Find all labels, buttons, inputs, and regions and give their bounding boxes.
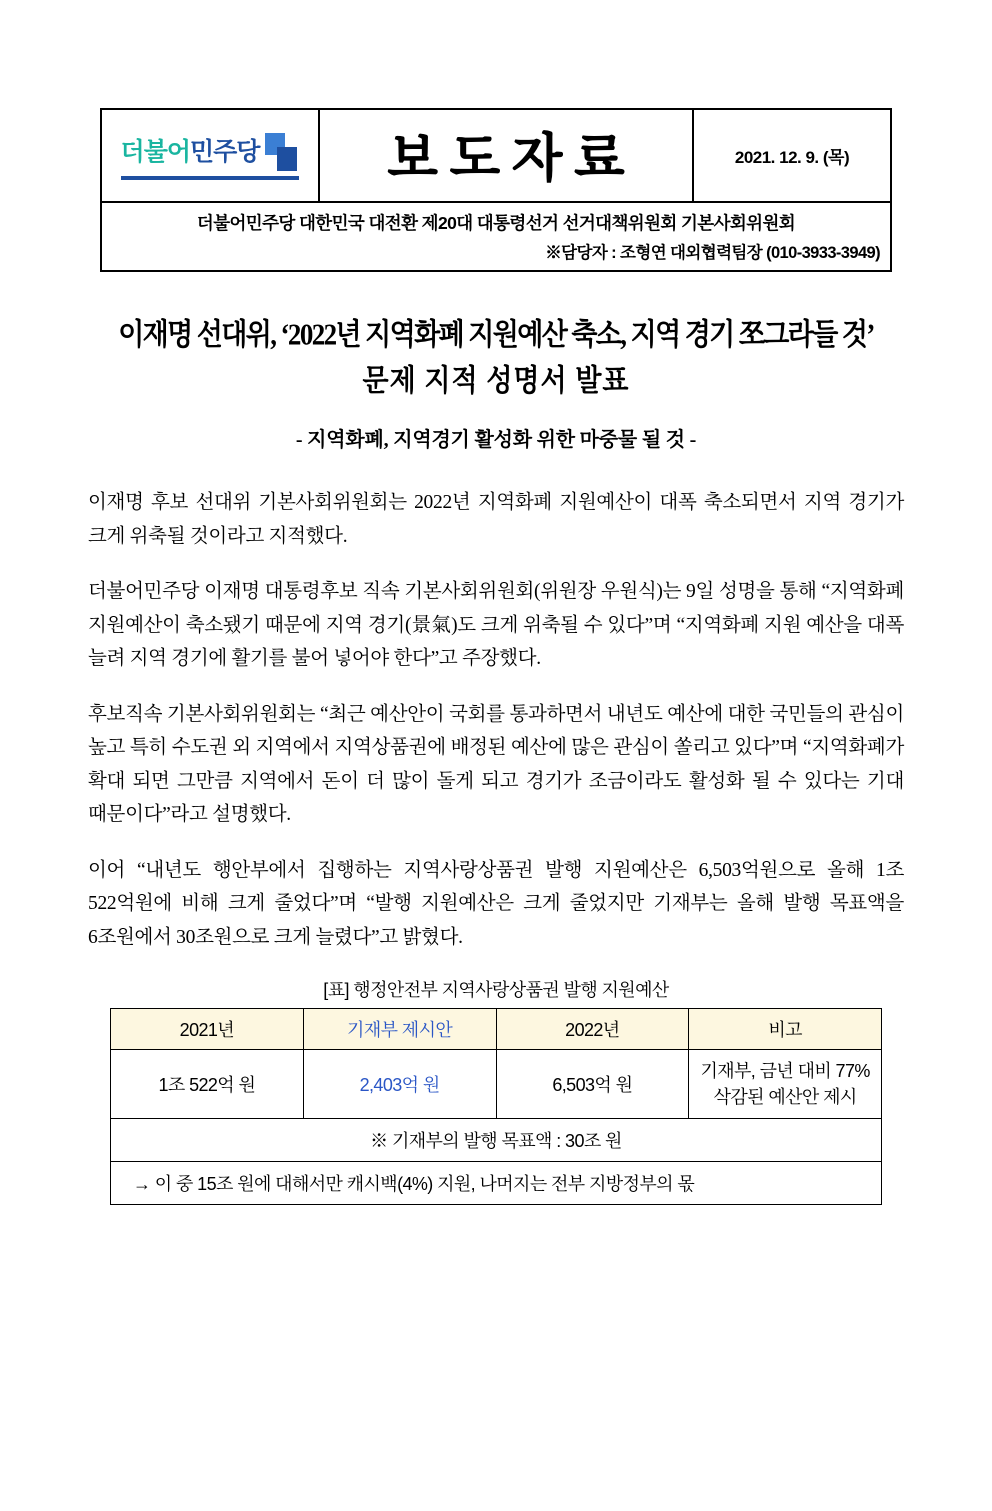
table-header-cell: 비고 [689,1009,882,1050]
headline-line-2: 문제 지적 성명서 발표 [362,362,630,397]
table-cell-note-line2: 삭감된 예산안 제시 [713,1087,857,1108]
table-row [111,1050,882,1119]
document-date: 2021. 12. 9. (목) [734,148,850,167]
document-title: 보도자료 [387,130,637,188]
document-title-cell [320,110,694,201]
paragraph: 이어 “내년도 행안부에서 집행하는 지역사랑상품권 발행 지원예산은 6,503억원으로 올해 1조 522억원에 비해 크게 줄었다”며 “발행 지원예산은 크게 줄었지만 기재부는 올해 발행 목표액을 6조원에서 30조원으로 크게 늘렸다”고 밝혔다. [88,859,904,948]
budget-table [110,1008,882,1205]
table-cell-proposal: 2,403억 원 [303,1050,496,1119]
issuing-organization: 더불어민주당 대한민국 대전환 제20대 대통령선거 선거대책위원회 기본사회위원회 [196,213,796,233]
headline-line-1: 이재명 선대위, ‘2022년 지역화폐 지원예산 축소, 지역 경기 쪼그라들 것’ [118,317,874,352]
page-title [70,312,922,403]
subheadline: - 지역화폐, 지역경기 활성화 위한 마중물 될 것 - [295,429,697,451]
table-cell-2022: 6,503억 원 [496,1050,689,1119]
paragraph: 후보직속 기본사회위원회는 “최근 예산안이 국회를 통과하면서 내년도 예산에 대한 국민들의 관심이 높고 특히 수도권 외 지역에서 지역상품권에 배정된 예산에 많은 관심이 쏠리고 있다”며 “지역화폐가 확대 되면 그만큼 지역에서 돈이 더 많이 돌게 되고 경기가 조금이라도 활성화 될 수 있다는 기대 때문이다”라고 설명했다. [88,703,904,826]
table-header-cell: 기재부 제시안 [303,1009,496,1050]
table-header-cell: 2021년 [111,1009,304,1050]
table-cell-note [689,1050,882,1119]
press-release-header [100,108,892,272]
table-cell-note-line1: 기재부, 금년 대비 77% [700,1061,870,1082]
paragraph: 더불어민주당 이재명 대통령후보 직속 기본사회위원회(위원장 우원식)는 9일 성명을 통해 “지역화폐 지원예산이 축소됐기 때문에 지역 경기(景氣)도 크게 위축될 수 있다”며 “지역화폐 지원 예산을 대폭 늘려 지역 경기에 활기를 불어 넣어야 한다”고 주장했다. [88,581,904,670]
table-footnote-1: ※ 기재부의 발행 목표액 : 30조 원 [111,1119,882,1162]
document-page [0,108,992,1511]
body-content [88,486,904,1205]
table-cell-2021: 1조 522억 원 [111,1050,304,1119]
logo-wordmark-part1: 더불어 [120,137,190,166]
table-caption: [표] 행정안전부 지역사랑상품권 발행 지원예산 [323,980,669,1001]
contact-info: ※담당자 : 조형연 대외협력팀장 (010-3933-3949) [545,244,880,262]
table-header-row [111,1009,882,1050]
table-footnote-row [111,1119,882,1162]
logo-squares-icon [265,131,299,173]
logo-underline [121,176,300,180]
logo-wordmark [120,137,260,166]
logo-block [121,131,300,173]
paragraph: 이재명 후보 선대위 기본사회위원회는 2022년 지역화폐 지원예산이 대폭 축소되면서 지역 경기가 크게 위축될 것이라고 지적했다. [88,492,904,547]
header-top-row [102,110,890,203]
table-footnote-row [111,1162,882,1205]
party-logo [102,110,320,201]
logo-wordmark-part2: 민주당 [190,137,260,166]
table-header-cell: 2022년 [496,1009,689,1050]
table-footnote-2: → 이 중 15조 원에 대해서만 캐시백(4%) 지원, 나머지는 전부 지방정부의 몫 [111,1162,882,1205]
